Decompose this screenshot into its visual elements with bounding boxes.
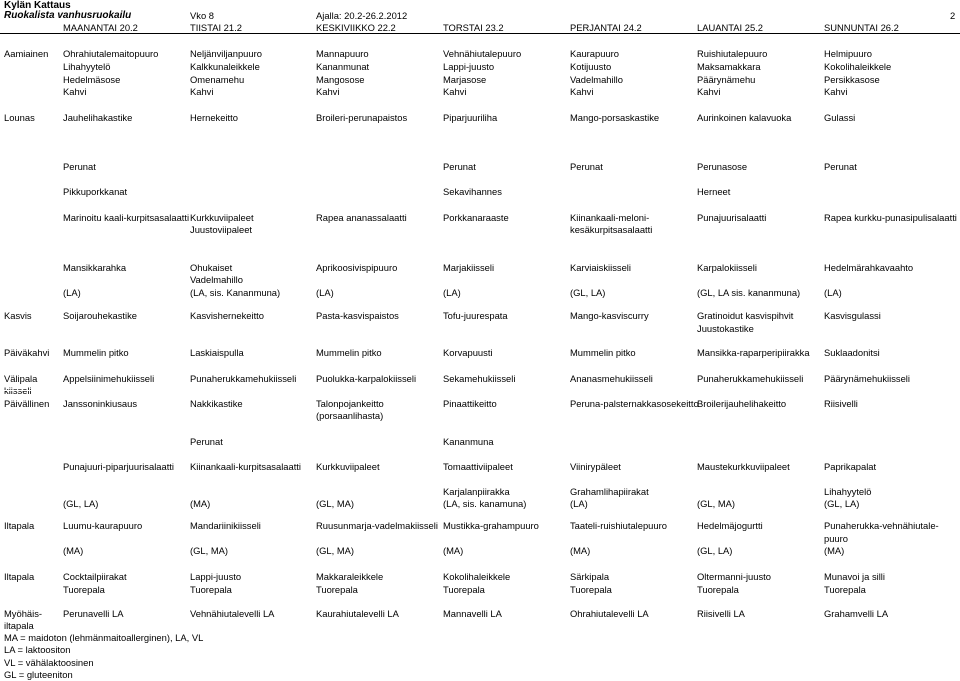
menu-item: Ananasmehukiisseli: [570, 373, 653, 384]
menu-item: Makkaraleikkele: [316, 571, 384, 582]
menu-item: Ohukaiset: [190, 262, 233, 273]
menu-item: Marjakiisseli: [443, 262, 495, 273]
menu-item: (MA): [190, 498, 211, 509]
menu-item: Ruusunmarja-vadelmakiisseli: [316, 520, 438, 531]
menu-item: (LA): [316, 287, 334, 298]
menu-item: Karjalanpiirakka: [443, 486, 510, 497]
menu-item: Kahvi: [570, 86, 594, 97]
menu-item: (LA): [824, 287, 842, 298]
meal-label: Iltapala: [4, 571, 35, 582]
day-header-sun: SUNNUNTAI 26.2: [824, 22, 899, 33]
menu-item: Marinoitu kaali-kurpitsasalaatti: [63, 212, 190, 223]
menu-item: Marjasose: [443, 74, 487, 85]
menu-item: Ruishiutalepuuro: [697, 48, 768, 59]
row-spacer: [0, 101, 960, 102]
menu-item: Pasta-kasvispaistos: [316, 310, 399, 321]
menu-item: Mustikka-grahampuuro: [443, 520, 539, 531]
menu-item: Päärynämehukiisseli: [824, 373, 910, 384]
row-spacer: [0, 597, 960, 598]
menu-item: Punaherukkamehukiisseli: [190, 373, 297, 384]
period-label: Ajalla: 20.2-26.2.2012: [316, 10, 408, 21]
day-header-mon: MAANANTAI 20.2: [63, 22, 138, 33]
menu-item: Hedelmärahkavaahto: [824, 262, 914, 273]
menu-item: Juustoviipaleet: [190, 224, 253, 235]
menu-item: Cocktailpiirakat: [63, 571, 127, 582]
menu-item: (LA): [63, 287, 81, 298]
menu-item: kesäkurpitsasalaatti: [570, 224, 653, 235]
week-label: Vko 8: [190, 10, 214, 21]
menu-item: Perunat: [824, 161, 857, 172]
menu-item: Kananmunat: [316, 61, 370, 72]
legend-item: VL = vähälaktoosinen: [4, 657, 94, 668]
menu-item: (LA, sis. kanamuna): [443, 498, 527, 509]
menu-item: Kokolihaleikkele: [824, 61, 892, 72]
menu-item: (LA): [443, 287, 461, 298]
menu-item: Perunat: [190, 436, 223, 447]
menu-item: (GL, MA): [697, 498, 736, 509]
menu-item: Kahvi: [316, 86, 340, 97]
legend-item: GL = gluteeniton: [4, 669, 73, 680]
menu-item: Appelsiinimehukiisseli: [63, 373, 155, 384]
meal-label: Aamiainen: [4, 48, 49, 59]
menu-item: Paprikapalat: [824, 461, 877, 472]
row-spacer: [0, 364, 960, 365]
menu-item: Soijarouhekastike: [63, 310, 138, 321]
menu-item: Tomaattiviipaleet: [443, 461, 513, 472]
menu-item: Korvapuusti: [443, 347, 493, 358]
menu-item: Peruna-palsternakkasosekeitto: [570, 398, 699, 409]
menu-item: Mummelin pitko: [63, 347, 129, 358]
menu-item: (LA, sis. Kananmuna): [190, 287, 281, 298]
menu-item: Kurkkuviipaleet: [190, 212, 254, 223]
page-number: 2: [950, 10, 956, 21]
menu-item: Suklaadonitsi: [824, 347, 880, 358]
menu-item: Kahvi: [824, 86, 848, 97]
day-header-tue: TIISTAI 21.2: [190, 22, 242, 33]
menu-item: Munavoi ja silli: [824, 571, 885, 582]
menu-item: Janssoninkiusaus: [63, 398, 138, 409]
menu-item: Kalkkunaleikkele: [190, 61, 260, 72]
menu-item: Pikkuporkkanat: [63, 186, 128, 197]
meal-label: kiisseli: [4, 385, 32, 396]
menu-item: Luumu-kaurapuuro: [63, 520, 143, 531]
menu-item: Porkkanaraaste: [443, 212, 509, 223]
menu-item: (GL, LA): [63, 498, 99, 509]
menu-item: Lihahyytelö: [824, 486, 872, 497]
menu-item: Pinaattikeitto: [443, 398, 497, 409]
menu-item: (MA): [824, 545, 845, 556]
menu-item: (porsaanlihasta): [316, 410, 384, 421]
menu-item: Lappi-juusto: [190, 571, 242, 582]
menu-item: Aprikoosivispipuuro: [316, 262, 398, 273]
menu-item: Jauhelihakastike: [63, 112, 133, 123]
menu-item: Broileri-perunapaistos: [316, 112, 408, 123]
legend-item: MA = maidoton (lehmänmaitoallerginen), LA, VL: [4, 632, 204, 643]
menu-item: Herneet: [697, 186, 731, 197]
menu-item: Taateli-ruishiutalepuuro: [570, 520, 667, 531]
menu-item: Mannavelli LA: [443, 608, 502, 619]
menu-item: Mansikka-raparperipiirakka: [697, 347, 810, 358]
row-spacer: [0, 338, 960, 339]
meal-label: Välipala: [4, 373, 38, 384]
menu-item: Rapea kurkku-punasipulisalaatti: [824, 212, 957, 223]
menu-item: Maustekurkkuviipaleet: [697, 461, 790, 472]
row-spacer: [0, 390, 960, 391]
menu-item: Perunasose: [697, 161, 748, 172]
page-title: Kylän Kattaus: [4, 0, 71, 11]
menu-item: Piparjuuriliha: [443, 112, 498, 123]
menu-item: Ohrahiutalemaitopuuro: [63, 48, 159, 59]
menu-item: Kahvi: [443, 86, 467, 97]
menu-item: Gratinoidut kasvispihvit: [697, 310, 794, 321]
menu-item: Kasvishernekeitto: [190, 310, 264, 321]
menu-item: Kahvi: [190, 86, 214, 97]
menu-item: Sekamehukiisseli: [443, 373, 516, 384]
menu-item: Tuorepala: [63, 584, 105, 595]
menu-item: Hernekeitto: [190, 112, 238, 123]
menu-item: Lihahyytelö: [63, 61, 111, 72]
menu-item: Karpalokiisseli: [697, 262, 757, 273]
meal-label: Kasvis: [4, 310, 32, 321]
menu-item: Ohrahiutalevelli LA: [570, 608, 649, 619]
menu-item: (GL, MA): [316, 545, 355, 556]
row-spacer: [0, 562, 960, 563]
menu-item: Oltermanni-juusto: [697, 571, 771, 582]
menu-item: (GL, LA): [570, 287, 606, 298]
menu-item: Mansikkarahka: [63, 262, 127, 273]
meal-label: Myöhäis-: [4, 608, 43, 619]
menu-item: Viinirypäleet: [570, 461, 621, 472]
menu-item: (MA): [63, 545, 84, 556]
menu-item: Tuorepala: [697, 584, 739, 595]
menu-item: Päärynämehu: [697, 74, 756, 85]
menu-item: Rapea ananassalaatti: [316, 212, 407, 223]
menu-item: Kananmuna: [443, 436, 494, 447]
menu-item: Kahvi: [697, 86, 721, 97]
menu-item: Mango-kasviscurry: [570, 310, 649, 321]
menu-item: Riisivelli: [824, 398, 858, 409]
menu-item: Mummelin pitko: [570, 347, 636, 358]
menu-item: Vadelmahillo: [190, 274, 243, 285]
menu-item: Grahamlihapiirakat: [570, 486, 649, 497]
menu-item: (GL, MA): [190, 545, 229, 556]
menu-item: Talonpojankeitto: [316, 398, 384, 409]
menu-item: Mango-porsaskastike: [570, 112, 660, 123]
row-spacer: [0, 301, 960, 302]
menu-item: Vehnähiutalevelli LA: [190, 608, 275, 619]
menu-item: Lappi-juusto: [443, 61, 495, 72]
menu-item: Kasvisgulassi: [824, 310, 881, 321]
menu-item: Laskiaispulla: [190, 347, 244, 358]
menu-item: Broilerijauhelihakeitto: [697, 398, 787, 409]
menu-item: Juustokastike: [697, 323, 754, 334]
meal-label: Päiväkahvi: [4, 347, 50, 358]
menu-item: Perunat: [443, 161, 476, 172]
menu-item: Punaherukkamehukiisseli: [697, 373, 804, 384]
legend-item: LA = laktoositon: [4, 644, 71, 655]
meal-label: Päivällinen: [4, 398, 50, 409]
menu-item: Tuorepala: [190, 584, 232, 595]
menu-item: Kahvi: [63, 86, 87, 97]
menu-item: Nakkikastike: [190, 398, 243, 409]
menu-item: Helmipuuro: [824, 48, 872, 59]
page-subtitle: Ruokalista vanhusruokailu: [4, 10, 132, 21]
menu-item: Neljänviljanpuuro: [190, 48, 262, 59]
row-spacer: [0, 511, 960, 512]
header-rule: [0, 33, 960, 34]
menu-item: Maksamakkara: [697, 61, 761, 72]
menu-item: Kiinankaali-meloni-: [570, 212, 650, 223]
menu-item: Mandariinikiisseli: [190, 520, 261, 531]
menu-item: Grahamvelli LA: [824, 608, 889, 619]
menu-item: Perunat: [570, 161, 603, 172]
menu-item: (MA): [570, 545, 591, 556]
menu-item: (GL, LA sis. kananmuna): [697, 287, 801, 298]
menu-item: Omenamehu: [190, 74, 245, 85]
menu-item: Kotijuusto: [570, 61, 612, 72]
menu-item: Riisivelli LA: [697, 608, 745, 619]
menu-item: Punajuuri-piparjuurisalaatti: [63, 461, 174, 472]
menu-item: Mannapuuro: [316, 48, 369, 59]
menu-item: Persikkasose: [824, 74, 880, 85]
menu-item: Kokolihaleikkele: [443, 571, 511, 582]
menu-item: Vadelmahillo: [570, 74, 623, 85]
menu-item: Tuorepala: [443, 584, 485, 595]
menu-item: Hedelmäjogurtti: [697, 520, 763, 531]
menu-item: Tuorepala: [316, 584, 358, 595]
menu-item: Karviaiskiisseli: [570, 262, 631, 273]
menu-item: Puolukka-karpalokiisseli: [316, 373, 417, 384]
day-header-sat: LAUANTAI 25.2: [697, 22, 763, 33]
day-header-wed: KESKIVIIKKO 22.2: [316, 22, 396, 33]
menu-item: Kiinankaali-kurpitsasalaatti: [190, 461, 301, 472]
menu-item: Gulassi: [824, 112, 856, 123]
menu-item: Aurinkoinen kalavuoka: [697, 112, 792, 123]
menu-item: Tuorepala: [570, 584, 612, 595]
menu-item: (GL, MA): [316, 498, 355, 509]
menu-item: Punajuurisalaatti: [697, 212, 767, 223]
menu-item: Perunavelli LA: [63, 608, 124, 619]
menu-item: Hedelmäsose: [63, 74, 121, 85]
menu-item: puuro: [824, 533, 848, 544]
menu-item: (GL, LA): [697, 545, 733, 556]
menu-item: Tuorepala: [824, 584, 866, 595]
menu-item: Vehnähiutalepuuro: [443, 48, 522, 59]
menu-item: (GL, LA): [824, 498, 860, 509]
menu-item: Mummelin pitko: [316, 347, 382, 358]
meal-label: Lounas: [4, 112, 35, 123]
menu-item: Kurkkuviipaleet: [316, 461, 380, 472]
menu-item: Perunat: [63, 161, 96, 172]
menu-item: (MA): [443, 545, 464, 556]
meal-label: Iltapala: [4, 520, 35, 531]
menu-item: Särkipala: [570, 571, 610, 582]
day-header-fri: PERJANTAI 24.2: [570, 22, 642, 33]
menu-item: Tofu-juurespata: [443, 310, 508, 321]
menu-item: Kaurapuuro: [570, 48, 619, 59]
menu-item: Sekavihannes: [443, 186, 502, 197]
menu-item: Mangosose: [316, 74, 365, 85]
day-header-thu: TORSTAI 23.2: [443, 22, 504, 33]
menu-item: (LA): [570, 498, 588, 509]
menu-item: Punaherukka-vehnähiutale-: [824, 520, 939, 531]
menu-item: Kaurahiutalevelli LA: [316, 608, 399, 619]
meal-label: iltapala: [4, 620, 34, 631]
